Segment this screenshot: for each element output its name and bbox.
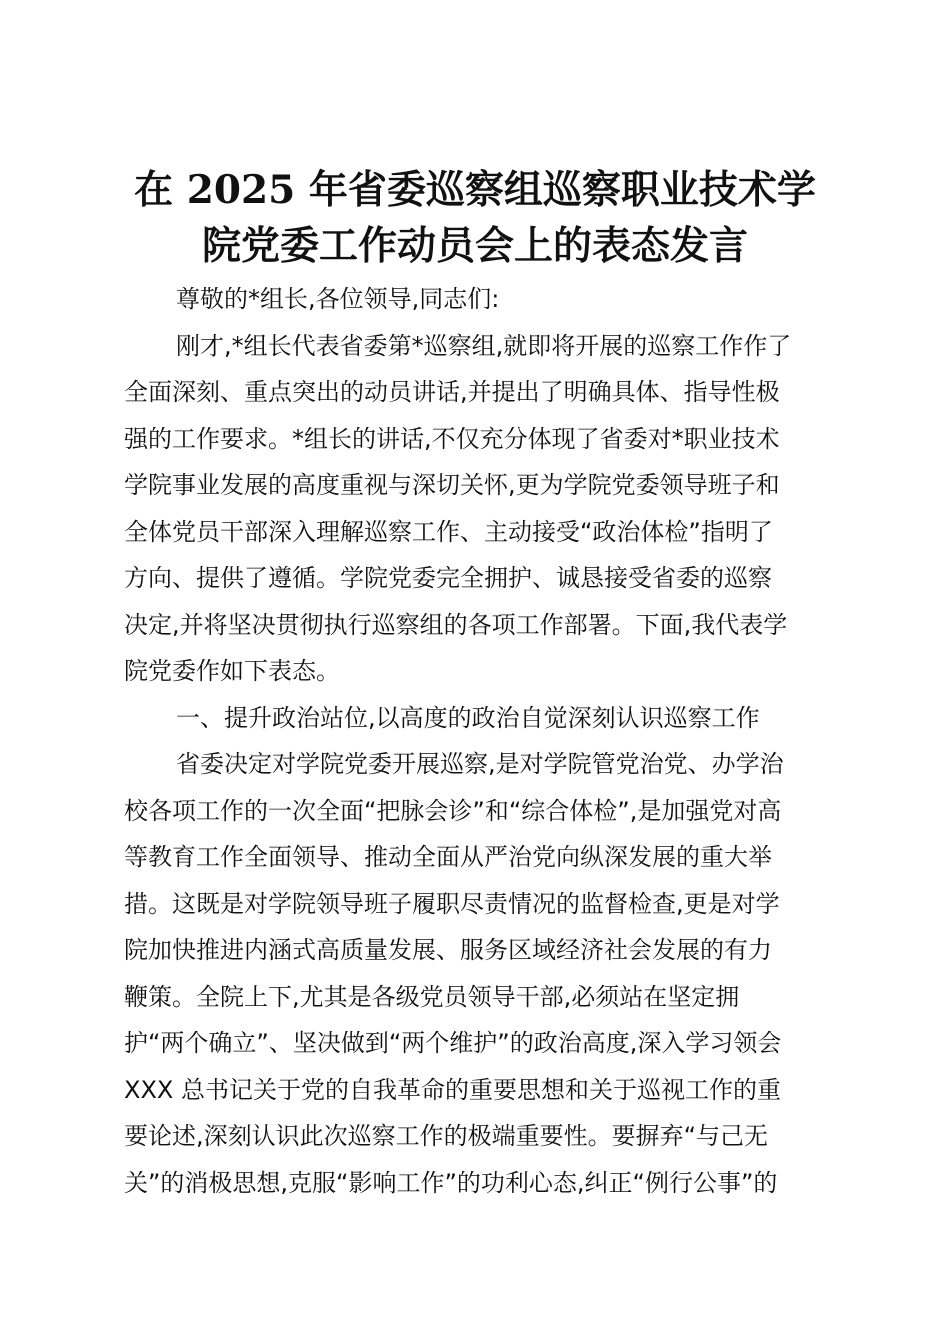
- paragraph-line: 关”的消极思想,克服“影响工作”的功利心态,纠正“例行公事”的: [124, 1168, 778, 1197]
- paragraph-line: 鞭策。全院上下,尤其是各级党员领导干部,必须站在坚定拥: [124, 982, 740, 1011]
- title-line-1: 在 2025 年省委巡察组巡察职业技术学: [134, 167, 816, 213]
- paragraph-line: 全体党员干部深入理解巡察工作、主动接受“政治体检”指明了: [124, 517, 773, 546]
- paragraph-line: 强的工作要求。*组长的讲话,不仅充分体现了省委对*职业技术: [124, 424, 780, 453]
- paragraph-line: XXX 总书记关于党的自我革命的重要思想和关于巡视工作的重: [124, 1075, 781, 1104]
- paragraph-line: 护“两个确立”、坚决做到“两个维护”的政治高度,深入学习领会: [124, 1029, 782, 1057]
- paragraph-line: 刚才,*组长代表省委第*巡察组,就即将开展的巡察工作作了: [176, 331, 792, 360]
- paragraph-line: 方向、提供了遵循。学院党委完全拥护、诚恳接受省委的巡察: [124, 564, 772, 592]
- salutation: 尊敬的*组长,各位领导,同志们:: [176, 285, 500, 313]
- paragraph-line: 省委决定对学院党委开展巡察,是对学院管党治党、办学治: [176, 750, 784, 778]
- paragraph-line: 等教育工作全面领导、推动全面从严治党向纵深发展的重大举: [124, 843, 772, 871]
- paragraph-line: 校各项工作的一次全面“把脉会诊”和“综合体检”,是加强党对高: [124, 796, 782, 825]
- paragraph-line: 院党委作如下表态。: [124, 657, 340, 685]
- paragraph-line: 全面深刻、重点突出的动员讲话,并提出了明确具体、指导性极: [124, 378, 780, 406]
- paragraph-line: 学院事业发展的高度重视与深切关怀,更为学院党委领导班子和: [124, 471, 780, 499]
- paragraph-line: 决定,并将坚决贯彻执行巡察组的各项工作部署。下面,我代表学: [124, 610, 788, 639]
- document-title: [110, 162, 840, 274]
- section-heading: 一、提升政治站位,以高度的政治自觉深刻认识巡察工作: [176, 703, 760, 732]
- document-body: [124, 276, 839, 1206]
- paragraph-line: 措。这既是对学院领导班子履职尽责情况的监督检查,更是对学: [124, 889, 780, 918]
- paragraph-line: 要论述,深刻认识此次巡察工作的极端重要性。要摒弃“与己无: [124, 1122, 769, 1150]
- title-line-2: 院党委工作动员会上的表态发言: [201, 223, 748, 269]
- paragraph-line: 院加快推进内涵式高质量发展、服务区域经济社会发展的有力: [124, 936, 772, 964]
